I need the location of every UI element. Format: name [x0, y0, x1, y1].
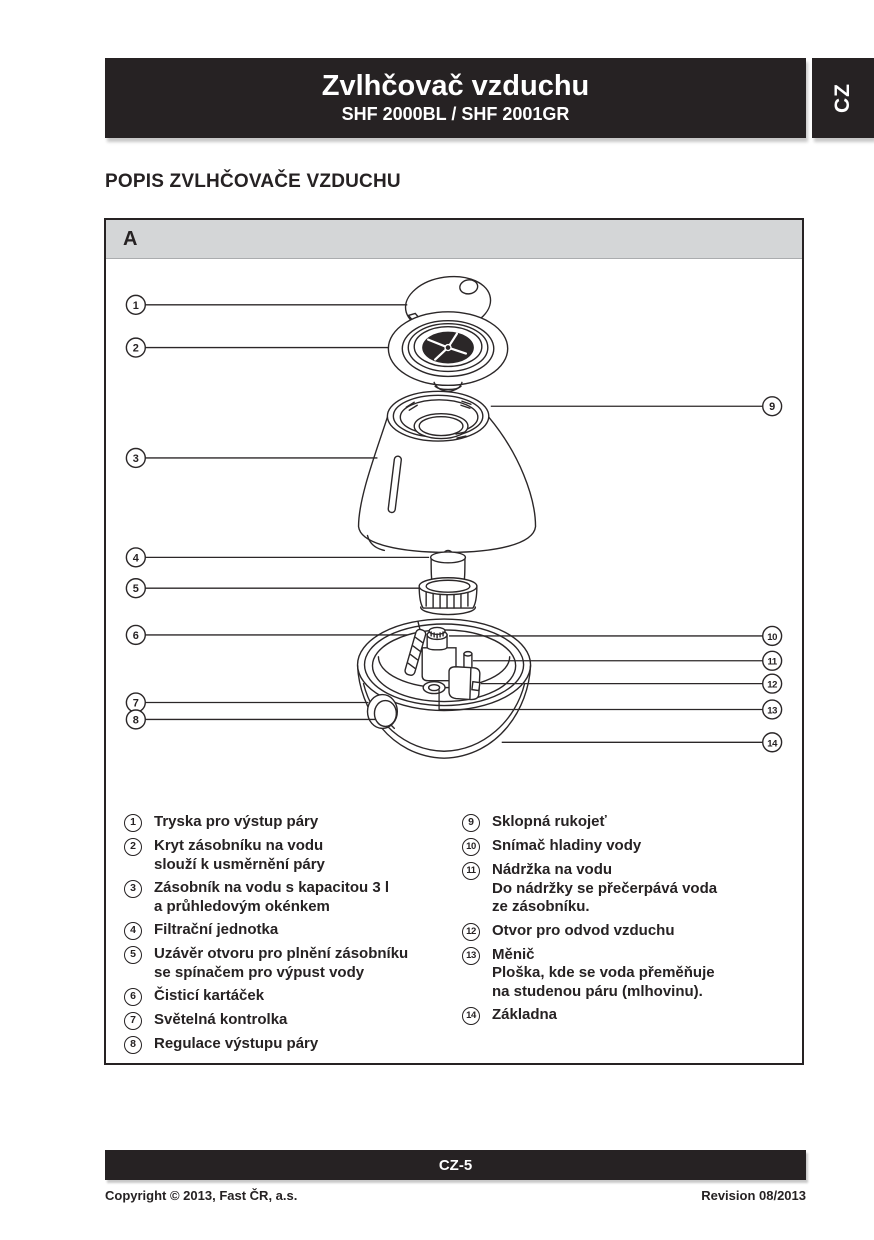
legend-number-badge: 1: [124, 814, 142, 832]
legend-number-badge: 4: [124, 922, 142, 940]
legend-item: [124, 945, 462, 982]
legend-number-badge: 13: [462, 947, 480, 965]
figure-label-bar: [106, 220, 802, 259]
callout-number: 5: [132, 583, 139, 596]
legend-item: [124, 879, 462, 916]
water-level-sensor-part: [427, 627, 447, 649]
legend-number-badge: 6: [124, 988, 142, 1006]
legend-text: Nádržka na vodu Do nádržky se přečerpává voda ze zásobníku.: [492, 861, 718, 915]
legend-item: [462, 922, 802, 941]
callout-number: 3: [132, 452, 139, 465]
legend-number-badge: 8: [124, 1036, 142, 1054]
legend-text: Zásobník na vodu s kapacitou 3 l a průhledovým okénkem: [154, 879, 390, 915]
legend-item: [124, 987, 462, 1006]
legend-number-badge: 10: [462, 838, 480, 856]
legend-number-badge: 11: [462, 862, 480, 880]
legend-text: Sklopná rukojeť: [492, 813, 607, 830]
callout-number: 7: [132, 697, 139, 710]
model-numbers: SHF 2000BL / SHF 2001GR: [341, 104, 570, 124]
page-title: Zvlhčovač vzduchu: [321, 70, 590, 102]
page-number: CZ-5: [438, 1156, 473, 1174]
water-tank-part: [359, 391, 536, 552]
tank-cover-part: [388, 312, 507, 392]
legend-number-badge: 5: [124, 946, 142, 964]
callout-number: 8: [132, 714, 139, 727]
page-number-bar: [105, 1150, 806, 1180]
exploded-view-diagram: [106, 259, 802, 811]
base-part: [358, 619, 531, 758]
legend-number-badge: 3: [124, 880, 142, 898]
callout-number: 14: [767, 738, 778, 750]
legend-item: [124, 813, 462, 832]
legend-text: Snímač hladiny vody: [492, 837, 642, 854]
legend-number-badge: 14: [462, 1007, 480, 1025]
control-knob-part: [367, 695, 397, 729]
language-tab-label: CZ: [831, 83, 854, 113]
tank-cap-part: [419, 578, 477, 615]
legend-number-badge: 12: [462, 923, 480, 941]
language-tab: [812, 58, 874, 138]
transducer-part: [423, 682, 445, 694]
legend-text: Otvor pro odvod vzduchu: [492, 921, 675, 939]
air-outlet-part: [449, 667, 480, 700]
legend-text: Tryska pro výstup páry: [154, 813, 319, 830]
callout-number: 13: [767, 705, 778, 717]
footer-meta: [105, 1188, 806, 1203]
legend-text: Kryt zásobníku na vodu slouží k usměrnění páry: [154, 837, 325, 873]
legend-item: [462, 861, 802, 917]
legend-item: [462, 837, 802, 856]
callout-number: 10: [767, 631, 778, 643]
figure-label: A: [123, 227, 138, 250]
legend-item: [124, 1035, 462, 1054]
callout-number: 2: [132, 342, 139, 355]
legend-text: Čisticí kartáček: [154, 987, 265, 1004]
callout-number: 12: [767, 679, 778, 691]
legend-text: Uzávěr otvoru pro plnění zásobníku se spínačem pro výpust vody: [154, 945, 409, 981]
legend-item: [124, 1011, 462, 1030]
legend-item: [124, 837, 462, 874]
parts-legend: [106, 811, 802, 1059]
callout-number: 11: [767, 656, 777, 668]
legend-item: [462, 946, 802, 1002]
legend-number-badge: 9: [462, 814, 480, 832]
legend-right: [462, 813, 802, 1059]
callout-number: 9: [769, 401, 776, 414]
callout-number: 6: [132, 629, 139, 642]
legend-text: Světelná kontrolka: [154, 1011, 288, 1028]
legend-text: Filtrační jednotka: [154, 921, 279, 938]
legend-text: Měnič Ploška, kde se voda přeměňuje na studenou páru (mlhovinu).: [492, 945, 715, 1000]
section-title: POPIS ZVLHČOVAČE VZDUCHU: [105, 171, 401, 192]
legend-item: [462, 1006, 802, 1025]
figure-panel: [104, 218, 804, 1065]
legend-text: Regulace výstupu páry: [154, 1035, 319, 1052]
legend-number-badge: 7: [124, 1012, 142, 1030]
legend-item: [124, 921, 462, 940]
legend-text: Základna: [492, 1006, 558, 1023]
callout-number: 4: [132, 552, 139, 565]
legend-item: [462, 813, 802, 832]
callout-number: 1: [132, 299, 139, 312]
header-bar: [105, 58, 806, 138]
legend-left: [124, 813, 462, 1059]
legend-number-badge: 2: [124, 838, 142, 856]
revision-text: Revision 08/2013: [701, 1188, 806, 1203]
copyright-text: Copyright © 2013, Fast ČR, a.s.: [105, 1188, 298, 1203]
